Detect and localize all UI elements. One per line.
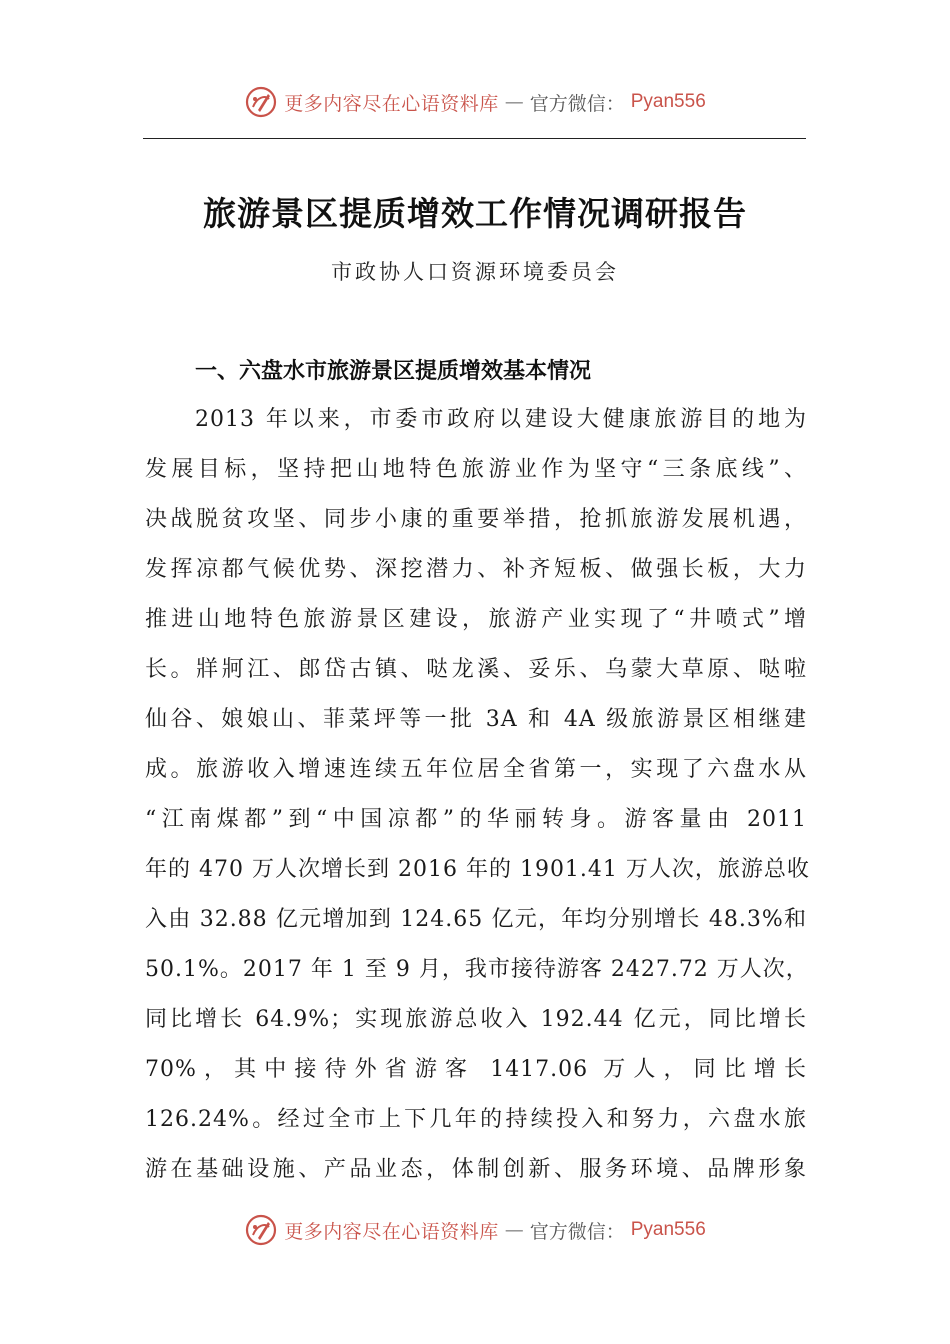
- watermark-wechat-id: Pyan556: [630, 91, 706, 112]
- paragraph-line: 长。牂牁江、郎岱古镇、哒龙溪、妥乐、乌蒙大草原、哒啦: [145, 657, 807, 682]
- paragraph-line: 推进山地特色旅游景区建设，旅游产业实现了“井喷式”增: [145, 607, 807, 632]
- header-divider: [143, 138, 806, 139]
- watermark-wechat-label: 官方微信：: [529, 92, 625, 115]
- paragraph-line: 入由 32.88 亿元增加到 124.65 亿元，年均分别增长 48.3%和: [145, 907, 807, 932]
- paragraph-line: 2013 年以来，市委市政府以建设大健康旅游目的地为: [195, 407, 807, 432]
- watermark-banner-bottom: [0, 1210, 950, 1250]
- paragraph-line: 同比增长 64.9%；实现旅游总收入 192.44 亿元，同比增长: [145, 1007, 807, 1032]
- paragraph-line: 年的 470 万人次增长到 2016 年的 1901.41 万人次，旅游总收: [145, 857, 810, 882]
- page-title: 旅游景区提质增效工作情况调研报告: [203, 194, 747, 233]
- pen-swirl-logo-icon: [244, 1213, 278, 1247]
- author-organization: 市政协人口资源环境委员会: [331, 260, 619, 284]
- paragraph-line: 126.24%。经过全市上下几年的持续投入和努力，六盘水旅: [145, 1107, 807, 1132]
- section-heading: 一、六盘水市旅游景区提质增效基本情况: [195, 359, 592, 384]
- paragraph-line: 决战脱贫攻坚、同步小康的重要举措，抢抓旅游发展机遇，: [145, 507, 807, 532]
- watermark-wechat-label: 官方微信：: [529, 1220, 625, 1243]
- paragraph-line: 发展目标，坚持把山地特色旅游业作为坚守“三条底线”、: [145, 457, 807, 482]
- paragraph-line: 50.1%。2017 年 1 至 9 月，我市接待游客 2427.72 万人次，: [145, 957, 809, 982]
- paragraph-line: 发挥凉都气候优势、深挖潜力、补齐短板、做强长板，大力: [145, 557, 807, 582]
- watermark-banner-top: [0, 82, 950, 122]
- watermark-wechat-id: Pyan556: [630, 1219, 706, 1240]
- body-paragraph: [145, 395, 810, 1195]
- watermark-text: 更多内容尽在心语资料库: [284, 1220, 499, 1243]
- paragraph-line: 仙谷、娘娘山、菲菜坪等一批 3A 和 4A 级旅游景区相继建: [145, 707, 807, 732]
- pen-swirl-logo-icon: [244, 85, 278, 119]
- paragraph-line: 成。旅游收入增速连续五年位居全省第一，实现了六盘水从: [145, 757, 807, 782]
- watermark-separator: —: [504, 1219, 524, 1241]
- paragraph-line: “江南煤都”到“中国凉都”的华丽转身。游客量由 2011: [145, 807, 807, 832]
- watermark-text: 更多内容尽在心语资料库: [284, 92, 499, 115]
- watermark-separator: —: [504, 91, 524, 113]
- paragraph-line: 70%，其中接待外省游客 1417.06 万人，同比增长: [145, 1057, 807, 1082]
- paragraph-line: 游在基础设施、产品业态，体制创新、服务环境、品牌形象: [145, 1157, 807, 1182]
